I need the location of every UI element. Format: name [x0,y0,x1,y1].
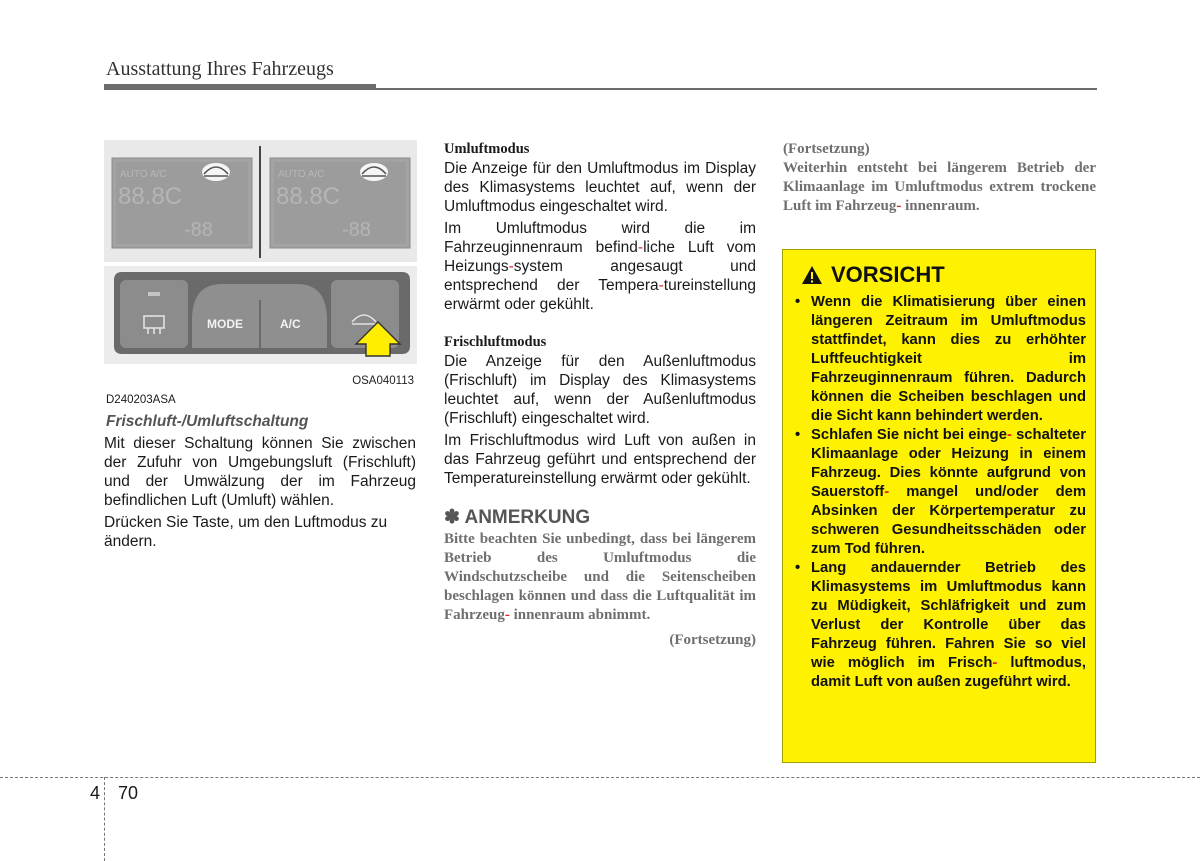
caution-item-2-part-c: mangel und/oder dem Absinken der Körpertemperatur zu schweren Gesundheitsschäden oder zum Tod führen. [811,484,1086,557]
caution-item-2-part-b: schalteter Klimaanlage oder Heizung in einem Fahrzeug. Dies könnte aufgrund von Sauerstoff [811,427,1086,500]
continued-label-right: (Fortsetzung) [783,141,870,157]
footer-dashed-rule [0,777,1200,778]
image-code: OSA040113 [352,375,414,387]
caution-item-2: • Schlafen Sie nicht bei einge- schalteter Klimaanlage oder Heizung in einem Fahrzeug. Dies könnte aufgrund von Sauerstoff- mangel und/oder dem Absinken der Körpertemperatur zu schweren Gesundheitsschäden oder zum Tod führen. [793,426,1086,559]
umluft-p2-part-d: tureinstellung erwärmt oder gekühlt. [444,277,756,313]
page-number [90,783,138,804]
svg-text:AUTO A/C: AUTO A/C [278,169,325,180]
note-text-part-a: Bitte beachten Sie unbedingt, dass bei längerem Betrieb des Umluftmodus die Windschutzscheibe und die Seitenscheiben beschlagen können und dass die Luftqualität im Fahrzeug [444,531,756,623]
svg-text:-88: -88 [342,219,371,241]
chapter-number: 4 [90,783,101,803]
caution-item-3-part-b: luftmodus, damit Luft von außen zugeführt wird. [811,655,1086,690]
continued-label-middle: (Fortsetzung) [669,632,756,648]
left-column-text [104,434,416,551]
note-text-part-b: innenraum abnimmt. [513,607,651,623]
caution-title-text: VORSICHT [831,262,945,287]
warning-triangle-icon [801,265,823,285]
figure-code: D240203ASA [106,394,176,406]
climate-panel-illustration [104,140,417,390]
header-rule-thin [376,88,1097,90]
section-subtitle: Frischluft-/Umluftschaltung [106,413,309,430]
left-paragraph-2: Drücken Sie Taste, um den Luftmodus zu ändern. [104,514,388,550]
climate-panel-figure [104,140,417,390]
recirc-glow-icon-right [360,163,388,181]
umluft-paragraph-1: Die Anzeige für den Umluftmodus im Display des Klimasystems leuchtet auf, wenn der Umluftmodus eingeschaltet wird. [444,160,756,215]
caution-box [782,249,1096,763]
svg-text:-88: -88 [184,219,213,241]
caution-title [801,262,945,288]
running-header: Ausstattung Ihres Fahrzeugs [106,58,334,80]
header-rule-thick [104,84,376,90]
caution-item-3-part-a: Lang andauernder Betrieb des Klimasystems im Umluftmodus kann zu Müdigkeit, Schläfrigkeit und zum Verlust der Kontrolle über das Fahrzeug führen. Fahren Sie so viel wie möglich im Frisch [811,560,1086,671]
right-intro-part-b: innenraum. [905,198,980,214]
page-number-value: 70 [118,783,139,803]
caution-item-3: • Lang andauernder Betrieb des Klimasystems im Umluftmodus kann zu Müdigkeit, Schläfrigkeit und zum Verlust der Kontrolle über das Fahrzeug führen. Fahren Sie so viel wie möglich im Frisch- luftmodus, damit Luft von außen zugeführt wird. [793,559,1086,692]
heading-umluftmodus: Umluftmodus [444,141,530,157]
frischluft-paragraph-1: Die Anzeige für den Außenluftmodus (Frischluft) im Display des Klimasystems leuchtet auf, wenn der Außenluftmodus (Frischluft) eingeschaltet wird. [444,353,756,427]
mode-button-label: MODE [207,317,243,331]
caution-item-2-part-a: Schlafen Sie nicht bei einge [811,427,1007,443]
ac-button-label: A/C [280,317,301,331]
frischluft-paragraph-2: Im Frischluftmodus wird Luft von außen in das Fahrzeug geführt und entsprechend der Temperatureinstellung erwärmt oder gekühlt. [444,432,756,487]
recirc-glow-icon-left [202,163,230,181]
umluft-p2-part-b: liche Luft vom Heizungs [444,239,756,275]
right-intro-text: Weiterhin entsteht bei längerem Betrieb der Klimaanlage im Umluftmodus extrem trockene Luft im Fahrzeug- innenraum. [783,160,1096,214]
heading-frischluftmodus: Frischluftmodus [444,334,547,350]
right-intro-part-a: Weiterhin entsteht bei längerem Betrieb der Klimaanlage im Umluftmodus extrem trockene Luft im Fahrzeug [783,160,1096,214]
caution-item-1: • Wenn die Klimatisierung über einen längeren Zeitraum im Umluftmodus stattfindet, kann dies zu erhöhter Luftfeuchtigkeit im Fahrzeuginnenraum führen. Dadurch können die Scheiben beschlagen und die Sicht kann behindert werden. [793,293,1086,426]
left-paragraph-1: Mit dieser Schaltung können Sie zwischen der Zufuhr von Umgebungsluft (Frischluft) und der Umwälzung der im Fahrzeug befindlichen Luft (Umluft) wählen. [104,435,416,509]
middle-column [444,140,756,650]
right-column [783,140,1096,216]
note-title: ✽ ANMERKUNG [444,507,591,528]
umluft-p2-part-a: Im Umluftmodus wird die im Fahrzeuginnenraum befind [444,220,756,256]
umluft-p2-part-c: system angesaugt und entsprechend der Tempera [444,258,756,294]
umluft-paragraph-2: Im Umluftmodus wird die im Fahrzeuginnenraum befind-liche Luft vom Heizungs-system angesaugt und entsprechend der Tempera-tureinstellung erwärmt oder gekühlt. [444,220,756,313]
display-digits-left: 88.8C [118,183,183,210]
display-digits-right: 88.8C [276,183,341,210]
note-text: Bitte beachten Sie unbedingt, dass bei längerem Betrieb des Umluftmodus die Windschutzscheibe und die Seitenscheiben beschlagen können und dass die Luftqualität im Fahrzeug- innenraum abnimmt. [444,531,756,623]
svg-text:AUTO A/C: AUTO A/C [120,169,167,180]
caution-list [793,293,1086,692]
